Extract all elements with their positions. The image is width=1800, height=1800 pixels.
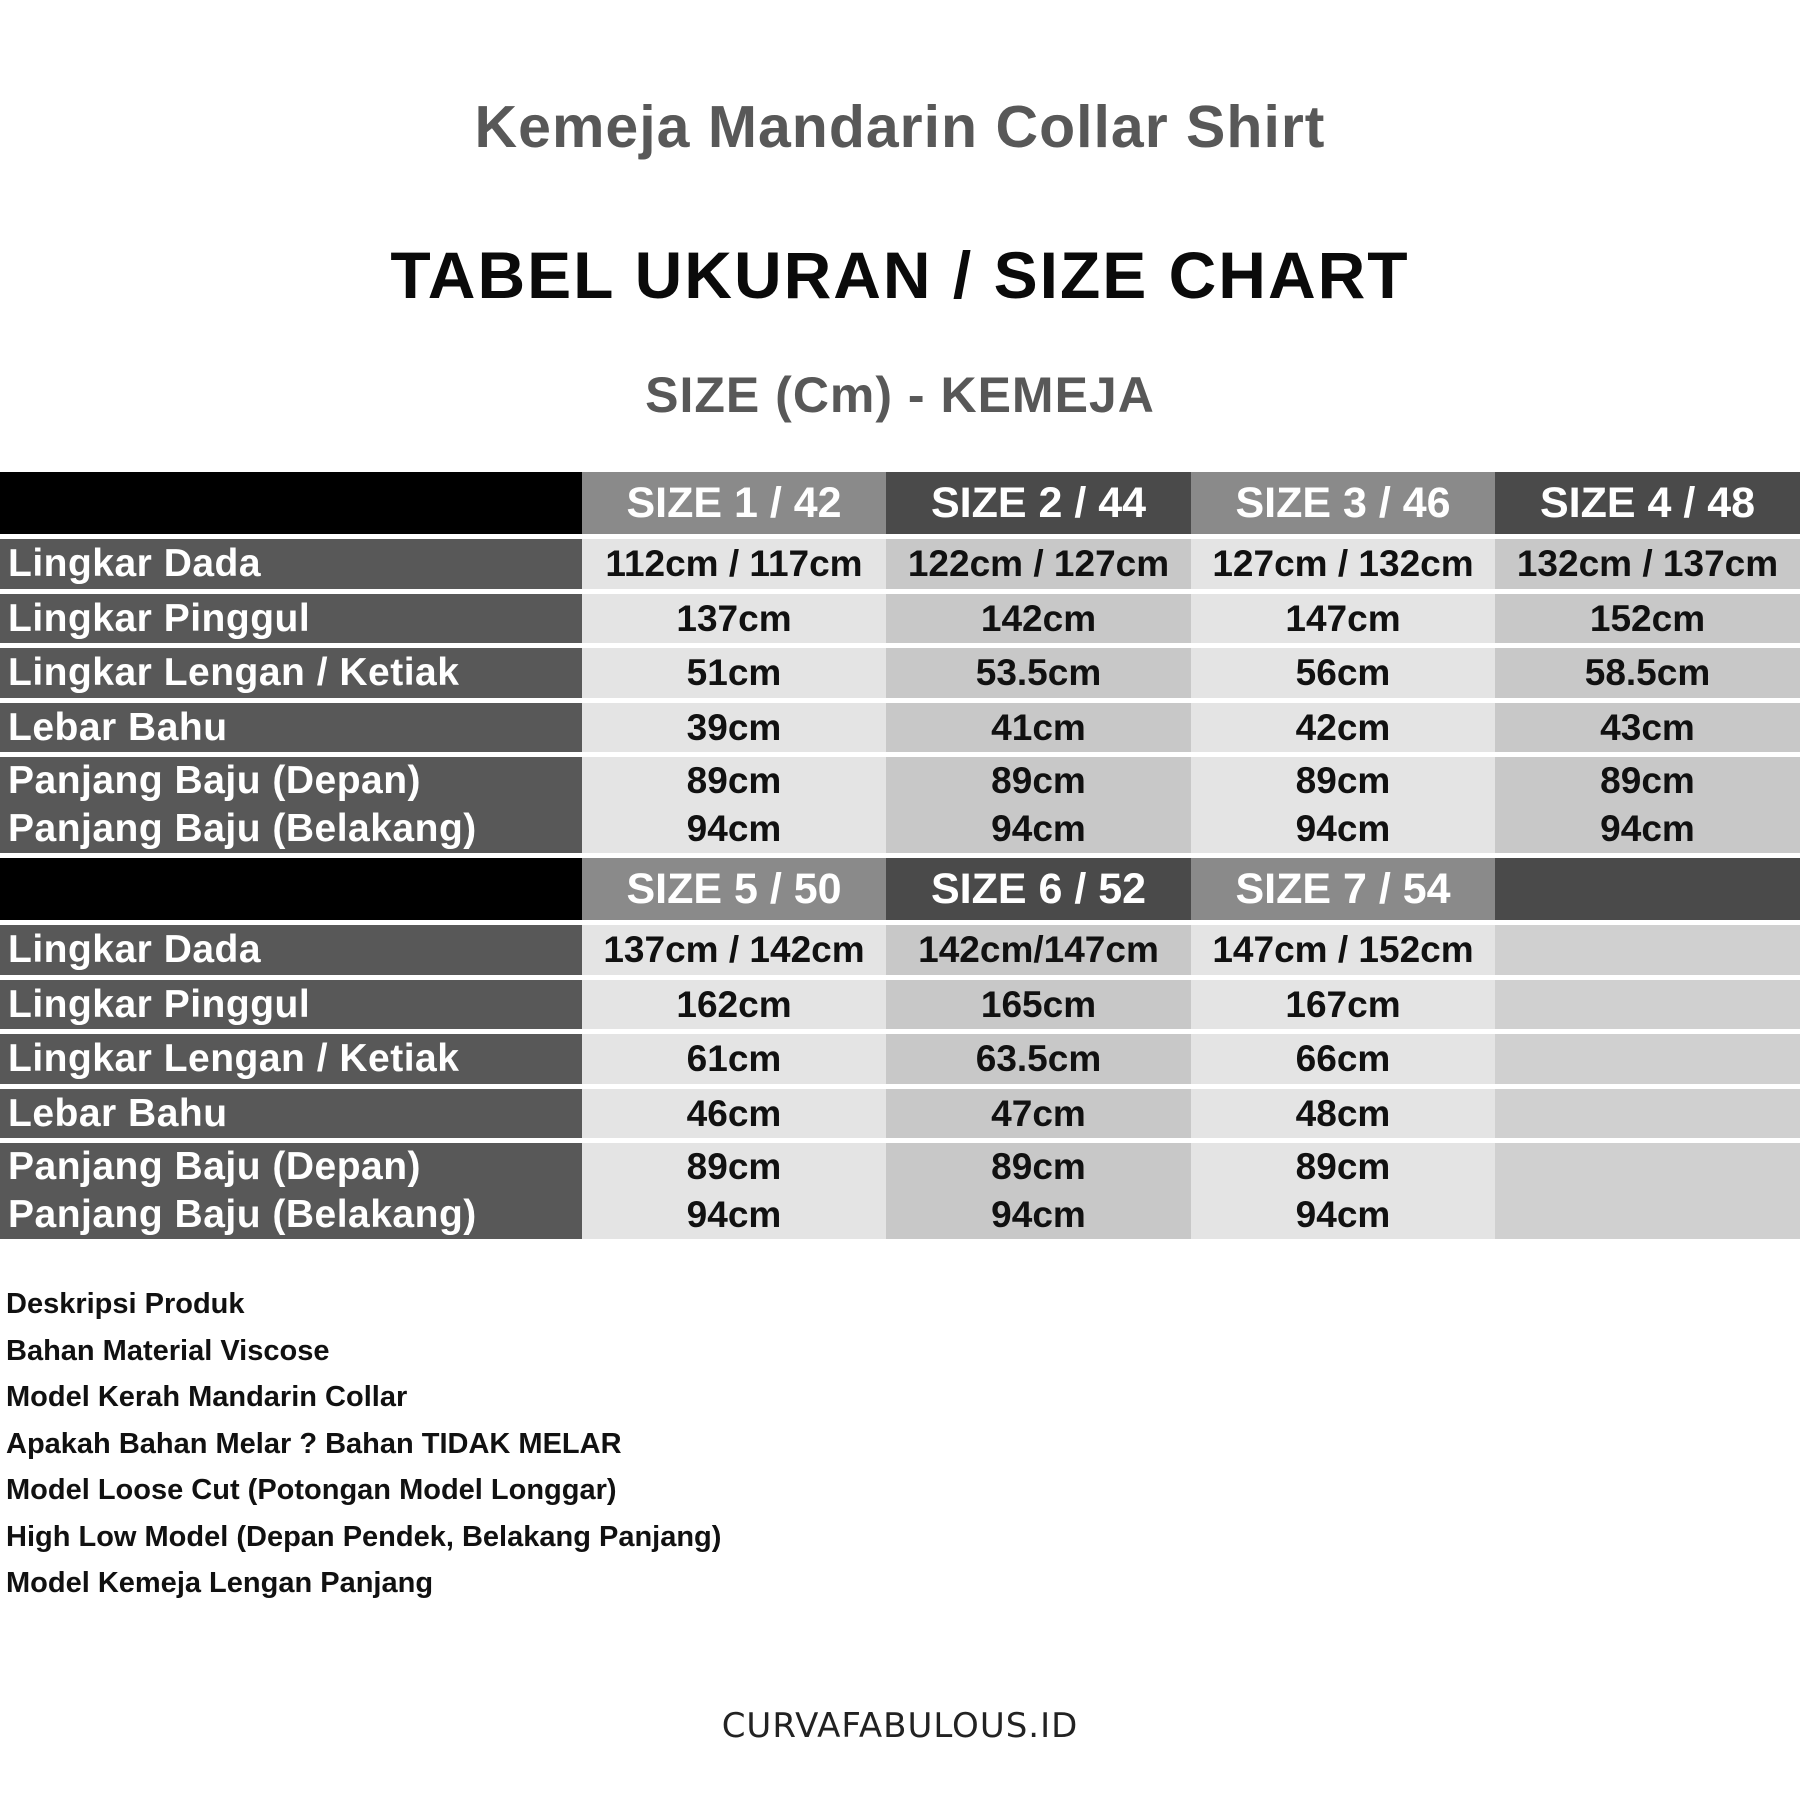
row-label-back: Panjang Baju (Belakang) — [8, 807, 477, 850]
back-length-value: 94cm — [991, 808, 1086, 849]
back-length-value: 94cm — [1600, 808, 1695, 849]
table-row — [0, 646, 1800, 701]
description-line: Model Loose Cut (Potongan Model Longgar) — [6, 1474, 617, 1506]
size-header: SIZE 1 / 42 — [582, 472, 886, 537]
unit-title: SIZE (Cm) - KEMEJA — [645, 367, 1155, 423]
size-header: SIZE 2 / 44 — [886, 472, 1191, 537]
table-cell: 58.5cm — [1495, 646, 1800, 701]
table-cell: 47cm — [886, 1087, 1191, 1141]
table-cell: 132cm / 137cm — [1495, 537, 1800, 592]
table-cell-empty — [1495, 923, 1800, 978]
back-length-value: 94cm — [686, 1194, 782, 1235]
table-row — [0, 978, 1800, 1032]
row-label-front: Panjang Baju (Depan) — [8, 1145, 422, 1188]
size-header-row — [0, 856, 1800, 923]
row-label: Lingkar Pinggul — [0, 978, 582, 1032]
table-cell: 137cm / 142cm — [582, 923, 886, 978]
size-header: SIZE 5 / 50 — [582, 856, 886, 923]
table-cell — [886, 1141, 1191, 1240]
table-cell: 112cm / 117cm — [582, 537, 886, 592]
description-line: High Low Model (Depan Pendek, Belakang Panjang) — [6, 1520, 722, 1553]
row-label: Lebar Bahu — [0, 1087, 582, 1141]
table-cell: 63.5cm — [886, 1032, 1191, 1087]
table-cell — [582, 755, 886, 856]
table-cell — [1495, 755, 1800, 856]
back-length-value: 94cm — [686, 808, 782, 849]
header-blank-cell — [0, 472, 582, 537]
table-row — [0, 701, 1800, 755]
row-label-back: Panjang Baju (Belakang) — [8, 1193, 477, 1236]
table-row — [0, 1032, 1800, 1087]
row-label: Lingkar Lengan / Ketiak — [0, 646, 582, 701]
table-cell: 165cm — [886, 978, 1191, 1032]
size-header: SIZE 4 / 48 — [1495, 472, 1800, 537]
size-header: SIZE 7 / 54 — [1191, 856, 1495, 923]
table-cell: 48cm — [1191, 1087, 1495, 1141]
size-header-empty — [1495, 856, 1800, 923]
table-cell — [582, 1141, 886, 1240]
table-cell: 147cm / 152cm — [1191, 923, 1495, 978]
table-cell — [1191, 1141, 1495, 1240]
description-line: Model Kemeja Lengan Panjang — [6, 1567, 434, 1599]
description-line: Deskripsi Produk — [6, 1288, 245, 1320]
row-label: Lingkar Lengan / Ketiak — [0, 1032, 582, 1087]
size-chart-title: TABEL UKURAN / SIZE CHART — [390, 238, 1410, 312]
front-length-value: 89cm — [1600, 760, 1695, 801]
size-header: SIZE 6 / 52 — [886, 856, 1191, 923]
table-cell: 127cm / 132cm — [1191, 537, 1495, 592]
size-header-row — [0, 472, 1800, 537]
description-line: Model Kerah Mandarin Collar — [6, 1381, 408, 1413]
table-cell: 56cm — [1191, 646, 1495, 701]
front-length-value: 89cm — [686, 1146, 782, 1187]
table-cell: 61cm — [582, 1032, 886, 1087]
table-cell: 122cm / 127cm — [886, 537, 1191, 592]
table-cell: 42cm — [1191, 701, 1495, 755]
size-header: SIZE 3 / 46 — [1191, 472, 1495, 537]
description-line: Bahan Material Viscose — [6, 1334, 330, 1367]
table-cell: 53.5cm — [886, 646, 1191, 701]
table-cell: 162cm — [582, 978, 886, 1032]
product-title: Kemeja Mandarin Collar Shirt — [474, 94, 1326, 160]
back-length-value: 94cm — [1295, 808, 1391, 849]
table-cell-empty — [1495, 1032, 1800, 1087]
table-cell-empty — [1495, 978, 1800, 1032]
front-length-value: 89cm — [1295, 1146, 1391, 1187]
table-row — [0, 537, 1800, 592]
row-label — [0, 755, 582, 856]
table-cell: 147cm — [1191, 592, 1495, 646]
table-row — [0, 1087, 1800, 1141]
table-cell: 66cm — [1191, 1032, 1495, 1087]
row-label: Lebar Bahu — [0, 701, 582, 755]
table-cell: 46cm — [582, 1087, 886, 1141]
row-label: Lingkar Dada — [0, 923, 582, 978]
description-line: Apakah Bahan Melar ? Bahan TIDAK MELAR — [6, 1427, 622, 1460]
front-length-value: 89cm — [1295, 760, 1391, 801]
header-blank-cell — [0, 856, 582, 923]
table-cell — [886, 755, 1191, 856]
brand-footer: CURVAFABULOUS.ID — [721, 1706, 1079, 1746]
table-cell: 142cm — [886, 592, 1191, 646]
table-cell: 39cm — [582, 701, 886, 755]
row-label-front: Panjang Baju (Depan) — [8, 759, 422, 802]
table-row — [0, 1141, 1800, 1240]
row-label — [0, 1141, 582, 1240]
table-cell: 137cm — [582, 592, 886, 646]
front-length-value: 89cm — [686, 760, 782, 801]
size-chart-table — [0, 472, 1800, 1239]
table-row — [0, 755, 1800, 856]
row-label: Lingkar Dada — [0, 537, 582, 592]
table-cell — [1191, 755, 1495, 856]
table-cell-empty — [1495, 1141, 1800, 1240]
table-cell: 43cm — [1495, 701, 1800, 755]
back-length-value: 94cm — [991, 1194, 1086, 1235]
table-cell-empty — [1495, 1087, 1800, 1141]
table-cell: 167cm — [1191, 978, 1495, 1032]
back-length-value: 94cm — [1295, 1194, 1391, 1235]
front-length-value: 89cm — [991, 760, 1086, 801]
table-cell: 41cm — [886, 701, 1191, 755]
row-label: Lingkar Pinggul — [0, 592, 582, 646]
table-cell: 142cm/147cm — [886, 923, 1191, 978]
table-row — [0, 592, 1800, 646]
table-cell: 51cm — [582, 646, 886, 701]
table-cell: 152cm — [1495, 592, 1800, 646]
table-row — [0, 923, 1800, 978]
front-length-value: 89cm — [991, 1146, 1086, 1187]
product-description — [6, 1281, 721, 1607]
